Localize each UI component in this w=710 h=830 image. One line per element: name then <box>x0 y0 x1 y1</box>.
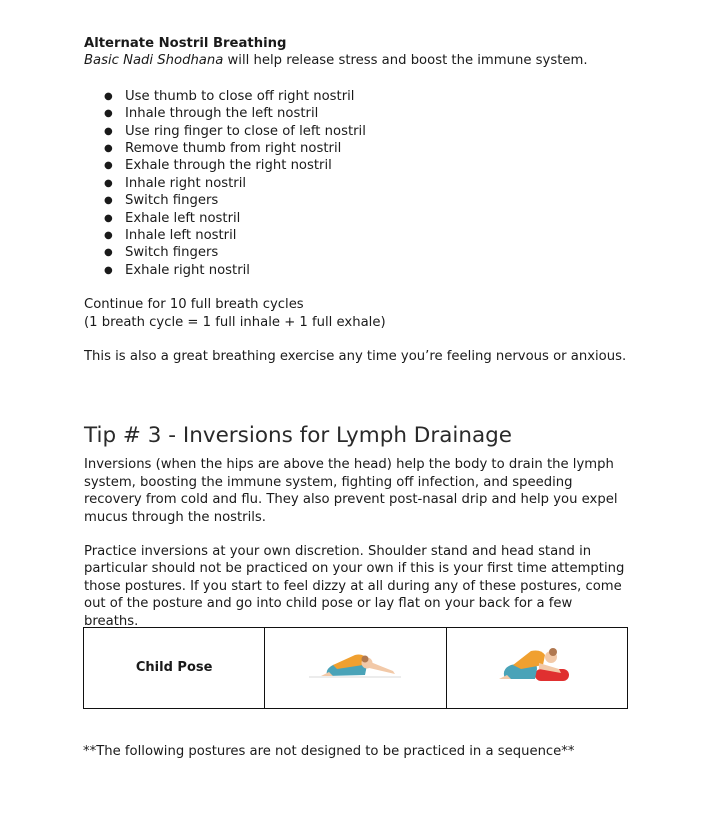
breathing-step-item: ● Remove thumb from right nostril <box>84 140 629 157</box>
breathing-step-item: ● Use ring finger to close of left nostril <box>84 123 629 140</box>
pose-label-cell <box>84 628 265 709</box>
breathing-step-item: ● Exhale left nostril <box>84 210 629 227</box>
tip3-title: Tip # 3 - Inversions for Lymph Drainage <box>84 423 513 449</box>
breathing-note: This is also a great breathing exercise any time you’re feeling nervous or anxious. <box>84 348 627 364</box>
document-body <box>84 35 629 630</box>
breathing-steps-list <box>84 88 629 279</box>
continue-line-1: Continue for 10 full breath cycles <box>84 297 304 313</box>
breathing-intro <box>84 52 629 69</box>
breathing-step-item: ● Inhale left nostril <box>84 227 629 244</box>
tip3-paragraph-2: Practice inversions at your own discretion. Shoulder stand and head stand in particular should not be practiced on your own if this is your first time attempting those postures. If you start to feel dizzy at all during any of these postures, come out of the posture and go into child pose or lay flat on your back for a few breaths. <box>84 543 625 629</box>
nadi-shodhana-term: Basic Nadi Shodhana <box>84 53 224 69</box>
breathing-step-item: ● Use thumb to close off right nostril <box>84 88 629 105</box>
breathing-heading: Alternate Nostril Breathing <box>84 36 287 51</box>
child-pose-illustration-1 <box>305 645 405 685</box>
sequence-footnote: **The following postures are not designed to be practiced in a sequence** <box>83 744 575 759</box>
breathing-intro-rest: will help release stress and boost the immune system. <box>223 53 588 69</box>
pose-image-cell-1 <box>265 628 446 709</box>
continue-line-2: (1 breath cycle = 1 full inhale + 1 full exhale) <box>84 314 386 330</box>
tip3-paragraph-1: Inversions (when the hips are above the head) help the body to drain the lymph system, boosting the immune system, fighting off infection, and speeding recovery from cold and flu. They also prevent post-nasal drip and help you expel mucus through the nostrils. <box>84 457 618 525</box>
breathing-step-item: ● Switch fingers <box>84 244 629 261</box>
breathing-step-item: ● Exhale right nostril <box>84 262 629 279</box>
pose-label: Child Pose <box>135 660 213 676</box>
breathing-step-item: ● Inhale right nostril <box>84 175 629 192</box>
poses-row <box>84 628 628 709</box>
breathing-step-item: ● Exhale through the right nostril <box>84 157 629 174</box>
poses-table <box>83 627 628 709</box>
pose-image-cell-2 <box>446 628 627 709</box>
breathing-step-item: ● Inhale through the left nostril <box>84 105 629 122</box>
breathing-step-item: ● Switch fingers <box>84 192 629 209</box>
child-pose-illustration-2 <box>487 643 587 687</box>
